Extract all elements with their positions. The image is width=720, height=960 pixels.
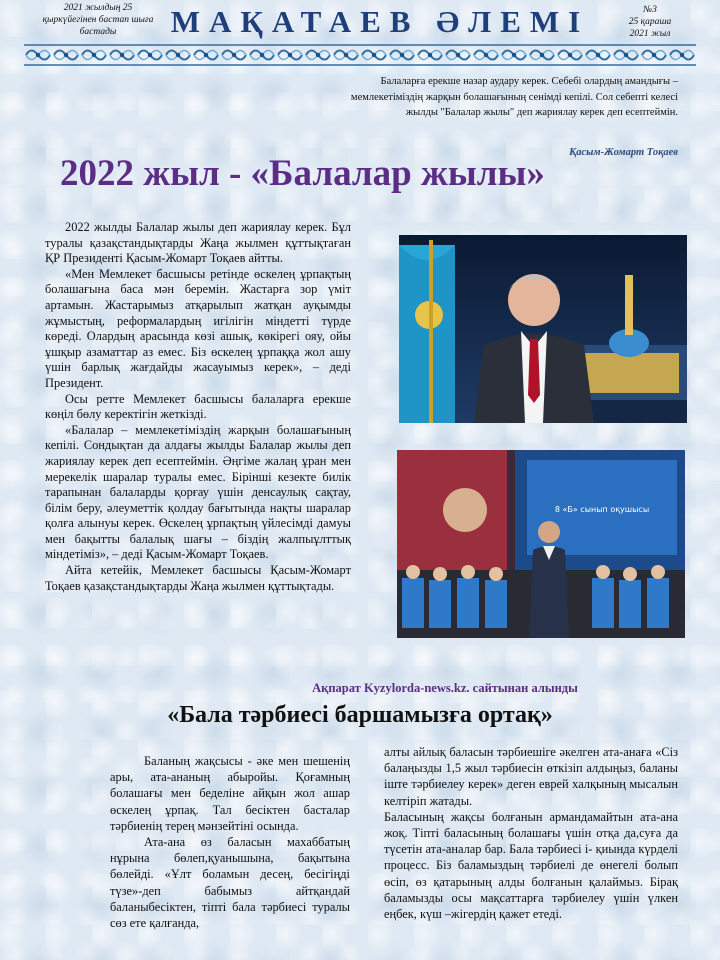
article2-paragraph: Баланың жақсысы - әке мен шешенің ары, ата-ананың абыройы. Қоғамның болашағы мен беделіне айқын жол ашар өскелең ұрпақ. Тал бесіктен басталар тәрбиенің терең мәнзейтіні осында. [110, 754, 350, 833]
issue-year: 2021 жыл [629, 29, 671, 39]
article2-title: «Бала тәрбиесі баршамызға ортақ» [167, 702, 553, 728]
issue-number: №3 [643, 5, 657, 15]
article2-right-column [384, 744, 678, 922]
article-paragraph: «Балалар – мемлекетіміздің жарқын болашағының кепілі. Сондықтан да алдағы жылды Балалар жылы деп жариялау керек деп есептеймін. Әңгіме жалаң ұран мен мерекелік шаралар туралы емес. Бірінші кезекте билік тарапынан балаларды қорғау үшін денсаулық сақтау, білім беру, әлеуметтік қолдау бағытында нақты шаралар қолға алынуы керек. Өскелең ұрпақтың үйлесімді дамуы мен бақытты балалық шағы – біздің жалпыұлттық міндетіміз», – деді Қасым-Жомарт Тоқаев. [45, 422, 351, 562]
issue-info [610, 4, 690, 40]
screen-caption: 8 «Б» сынып оқушысы [554, 505, 650, 514]
article2-left-column [110, 753, 350, 931]
issue-date: 25 қараша [628, 17, 672, 27]
epigraph-author: Қасым-Жомарт Тоқаев [569, 147, 678, 158]
president-photo [399, 235, 687, 423]
ornament-border [24, 44, 696, 66]
newspaper-masthead: МАҚАТАЕВ ӘЛЕМІ [170, 4, 590, 39]
founded-note: 2021 жылдың 25 қыркүйегінен бастап шыға бастады [42, 3, 154, 37]
epigraph-quote: Балаларға ерекше назар аудару керек. Себебі олардың амандығы – мемлекетіміздің жарқын болашағының сенімді кепілі. Сол себепті келесі жылды "Балалар жылы" деп жариялау керек деп есептеймін. [350, 76, 678, 118]
article2-paragraph: Баласының жақсы болғанын армандамайтын ата-ана жоқ. Тіпті баласының болашағы үшін отқа да,суға да түсетін ата-аналар бар. Бала тәрбиесі і- қиында күрделі процесс. Біз баламыздың тәрбиелі де өнегелі болып өсіп, өз қатарының алды болғанын қалаймыз. Бірақ баламызды осы мақсаттарға тәрбиелеу үшін үлкен еңбек, күш –жігердің қажет етеді. [384, 809, 678, 922]
article-paragraph: Осы ретте Мемлекет басшысы балаларға ерекше көңіл бөлу керектігін жеткізді. [45, 391, 351, 422]
article2-paragraph: Ата-ана өз баласын махаббатың нұрына бөлеп,қуанышына, бақытына бөлейді. «Ұлт боламын десең, бесігіңді түзе»-деп бабымыз айтқандай баланыбесіктен, тіпті бала тәрбиесі туралы сөз ете қалғанда, [110, 835, 350, 931]
article-title: 2022 жыл - «Балалар жылы» [60, 153, 545, 194]
article2-paragraph: алты айлық баласын тәрбиешіге әкелген ата-анаға «Сіз балаңызды 1,5 жыл тәрбиесін өткізіп алдыңыз, баланы іште тәрбиелеу керек» деген еврей халқының мысалын келтіріп жатады. [384, 745, 678, 808]
article-paragraph: Айта кетейік, Мемлекет басшысы Қасым-Жомарт Тоқаев қазақстандықтарды Жаңа жылмен құттықтады. [45, 563, 351, 593]
article-paragraph: 2022 жылды Балалар жылы деп жариялау керек. Бұл туралы қазақстандықтарды Жаңа жылмен құттықтаған ҚР Президенті Қасым-Жомарт Тоқаев айтты. [45, 220, 351, 266]
article-source: Ақпарат Kyzylorda-news.kz. сайтынан алынды [312, 681, 578, 695]
article-paragraph: «Мен Мемлекет басшысы ретінде өскелең ұрпақтың болашағына баса мән беремін. Жастарға зор үміт артамын. Жастарымыз атқарылып жатқан ауқымды жұмыстың, реформалардың игілігін міндетті түрде көреді. Олардың арасында көзі ашық, көкірегі ояу, ойы ұшқыр азаматтар аз емес. Біз өскелең ұрпаққа жол ашу үшін барлық жағдайды жасауымыз керек», – деді Президент. [45, 266, 351, 390]
students-photo [397, 450, 685, 638]
article-body [45, 220, 351, 594]
